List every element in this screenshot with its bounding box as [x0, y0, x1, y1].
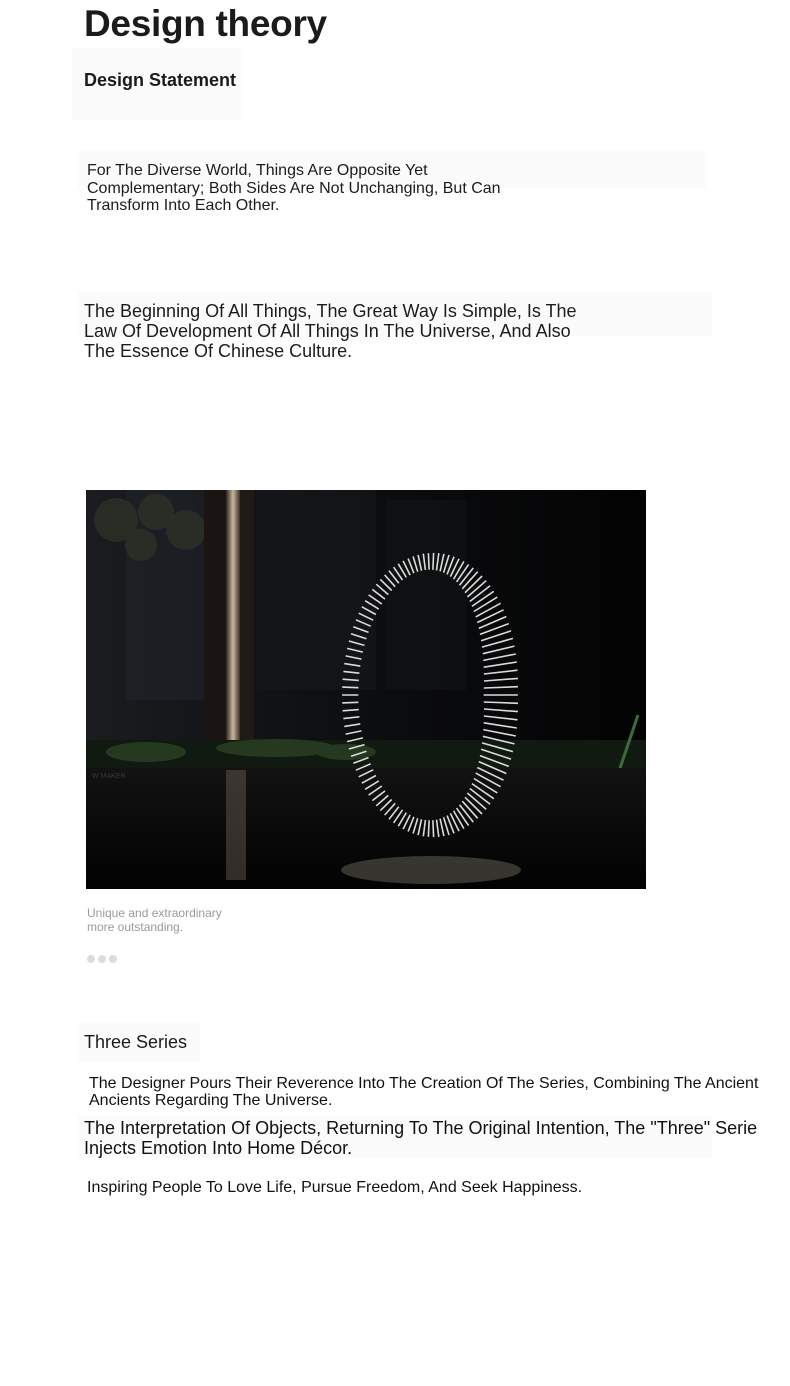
series-title: Three Series [84, 1032, 188, 1052]
statement-paragraph: For The Diverse World, Things Are Opposite Yet Complementary; Both Sides Are Not Unchanging, But Can Transform Into Each Other. [87, 162, 501, 214]
series-line-4: Injects Emotion Into Home Décor. [84, 1138, 353, 1158]
series-paragraph-3: Inspiring People To Love Life, Pursue Freedom, And Seek Happiness. [87, 1179, 583, 1196]
section-title: Design Statement [84, 70, 237, 90]
series-line-1: The Designer Pours Their Reverence Into The Creation Of The Series, Combining The Ancient [89, 1075, 759, 1092]
sculpture-rod [433, 553, 434, 570]
svg-text:W MAKER: W MAKER [92, 773, 126, 780]
sculpture-rod [342, 702, 358, 703]
sculpture-rod [433, 820, 434, 837]
sculpture-rod [428, 820, 429, 837]
series-line-3: The Interpretation Of Objects, Returning To The Original Intention, The "Three" Serie [84, 1118, 758, 1138]
series-paragraph-2 [84, 1118, 790, 1158]
sculpture-rod [428, 553, 429, 570]
series-paragraph-1 [89, 1075, 790, 1109]
caption-line-1: Unique and extraordinary [87, 906, 222, 920]
page-title: Design theory [84, 3, 327, 44]
series-line-2: Ancients Regarding The Universe. [89, 1092, 333, 1109]
caption-line-2: more outstanding. [87, 920, 184, 934]
sculpture-photo[interactable] [86, 490, 646, 889]
carousel-dots[interactable] [87, 955, 117, 963]
principle-paragraph: The Beginning Of All Things, The Great Way Is Simple, Is The Law Of Development Of All Things In The Universe, And Also The Essence Of Chinese Culture. [84, 301, 577, 361]
carousel-dot[interactable] [98, 955, 106, 963]
carousel-dot[interactable] [87, 955, 95, 963]
photo-caption [87, 906, 222, 934]
sculpture-rod [342, 687, 358, 688]
carousel-dot[interactable] [109, 955, 117, 963]
